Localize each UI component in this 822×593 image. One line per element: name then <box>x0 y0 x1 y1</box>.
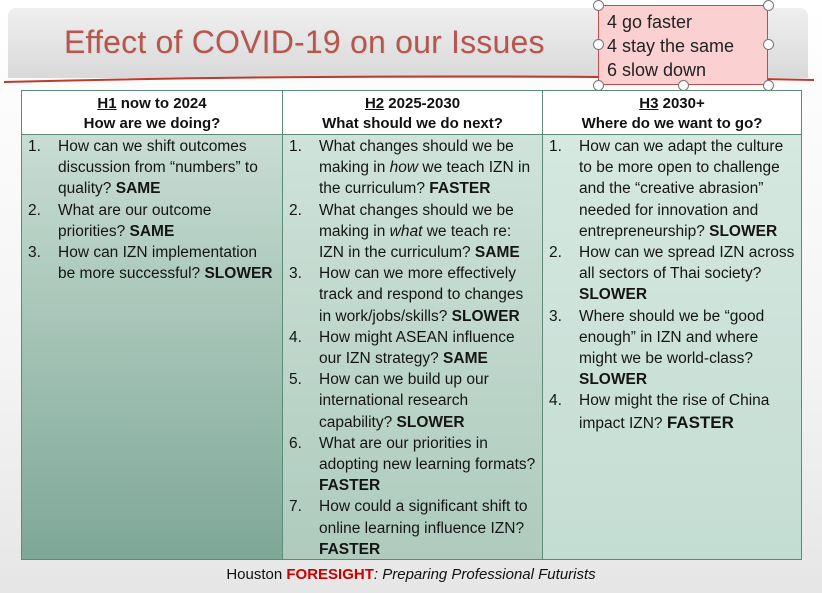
item-number: 1. <box>549 138 562 155</box>
list-item <box>283 433 542 497</box>
question-text: How can we build up our international research capability? <box>319 371 489 431</box>
verdict-label: SAME <box>115 180 161 198</box>
list-item <box>543 242 801 306</box>
verdict-label: SLOWER <box>204 265 273 283</box>
verdict-label: SLOWER <box>396 413 465 431</box>
item-number: 5. <box>289 371 302 389</box>
item-text <box>58 200 282 242</box>
list-item <box>543 390 801 433</box>
column-header <box>283 91 542 135</box>
question-text: we teach re: IZN in the curriculum? <box>319 222 512 262</box>
item-text <box>319 136 542 200</box>
footer-brand: FORESIGHT <box>286 566 374 583</box>
horizon-code: H1 <box>97 95 117 112</box>
verdict-label: FASTER <box>429 180 491 198</box>
note-line: 4 stay the same <box>607 36 735 56</box>
item-number: 1. <box>289 138 302 155</box>
item-number: 1. <box>28 138 41 155</box>
footer-suffix: : Preparing Professional Futurists <box>373 566 596 583</box>
resize-handle-middle-left[interactable] <box>593 39 604 50</box>
question-text: What are our outcome priorities? <box>58 201 212 240</box>
list-item <box>543 136 801 242</box>
item-number: 2. <box>549 244 562 262</box>
horizon-question: How are we doing? <box>83 115 221 132</box>
resize-handle-middle-right[interactable] <box>763 39 774 50</box>
item-number: 3. <box>549 307 562 325</box>
item-text <box>579 136 801 242</box>
column-h3 <box>542 91 801 559</box>
resize-handle-top-left[interactable] <box>593 0 604 11</box>
question-text: we teach IZN in the curriculum? <box>319 159 531 198</box>
column-body <box>543 135 801 559</box>
horizon-code: H2 <box>364 95 385 112</box>
horizon-code: H3 <box>639 95 659 112</box>
item-text <box>58 242 282 284</box>
question-text: How can we more effectively track and respond to changes in work/jobs/skills? <box>319 265 524 325</box>
verdict-label: SLOWER <box>709 222 778 240</box>
list-item <box>22 242 282 284</box>
item-text <box>579 242 801 306</box>
item-text <box>319 496 542 560</box>
note-line: 4 go faster <box>607 12 693 32</box>
horizon-question: What should we do next? <box>322 115 503 132</box>
item-number: 3. <box>289 265 302 283</box>
list-item <box>22 200 282 242</box>
verdict-label: SLOWER <box>451 307 520 325</box>
verdict-label: FASTER <box>319 540 381 558</box>
item-text <box>319 263 542 327</box>
item-text <box>319 369 542 433</box>
column-header <box>22 91 282 135</box>
list-item <box>283 136 542 200</box>
horizon-question: Where do we want to go? <box>581 115 763 132</box>
list-item <box>283 496 542 560</box>
column-body <box>283 135 542 559</box>
item-text <box>579 306 801 391</box>
horizon-period: now to 2024 <box>116 95 207 112</box>
question-text: What changes should we be making in <box>319 201 514 240</box>
item-number: 4. <box>549 392 562 410</box>
question-text: How can we shift outcomes discussion from “numbers” to quality? <box>58 138 258 198</box>
item-number: 2. <box>289 201 302 219</box>
question-text: How might ASEAN influence our IZN strategy? <box>319 328 515 368</box>
list-item <box>543 306 801 391</box>
question-text: Where should we be “good enough” in IZN and where might we be world-class? <box>579 307 765 368</box>
item-text <box>319 433 542 497</box>
column-h2 <box>282 91 542 559</box>
question-text: How might the rise of China impact IZN? <box>579 392 770 432</box>
emphasis-text: what <box>389 222 423 240</box>
horizons-table <box>21 90 802 560</box>
footer-prefix: Houston <box>226 566 287 583</box>
slide-title: Effect of COVID-19 on our Issues <box>64 24 545 60</box>
item-number: 3. <box>28 244 41 262</box>
column-h1 <box>22 91 282 559</box>
verdict-label: SAME <box>474 244 520 262</box>
verdict-label: SAME <box>443 350 488 368</box>
question-text: What changes should we be making in <box>319 138 514 177</box>
list-item <box>283 263 542 327</box>
item-number: 7. <box>289 498 302 516</box>
note-line: 6 slow down <box>607 60 707 80</box>
verdict-label: SLOWER <box>579 371 648 389</box>
verdict-label: SAME <box>129 222 175 240</box>
item-text <box>319 327 542 369</box>
question-text: How could a significant shift to online learning influence IZN? <box>319 498 528 537</box>
resize-handle-top-right[interactable] <box>763 0 774 11</box>
item-text <box>58 136 282 200</box>
verdict-label: FASTER <box>666 412 734 432</box>
item-number: 6. <box>289 434 302 452</box>
question-text: What are our priorities in adopting new learning formats? <box>319 434 536 474</box>
selected-note-textbox[interactable] <box>598 5 768 85</box>
list-item <box>283 327 542 369</box>
horizon-period: 2025-2030 <box>384 95 461 112</box>
horizon-period: 2030+ <box>658 95 705 112</box>
footer <box>0 566 822 583</box>
item-number: 4. <box>289 328 302 346</box>
item-text <box>579 390 801 433</box>
list-item <box>283 369 542 433</box>
emphasis-text: how <box>389 159 419 177</box>
list-item <box>22 136 282 200</box>
item-number: 2. <box>28 201 41 219</box>
question-text: How can we spread IZN across all sectors of Thai society? <box>579 244 795 283</box>
column-body <box>22 135 282 559</box>
verdict-label: FASTER <box>319 477 381 495</box>
question-text: How can IZN implementation be more successful? <box>58 244 257 283</box>
item-text <box>319 200 542 264</box>
column-header <box>543 91 801 135</box>
question-text: How can we adapt the culture to be more open to challenge and the “creative abrasion” needed for innovation and entrepreneurship? <box>579 138 784 240</box>
verdict-label: SLOWER <box>579 286 648 304</box>
list-item <box>283 200 542 264</box>
